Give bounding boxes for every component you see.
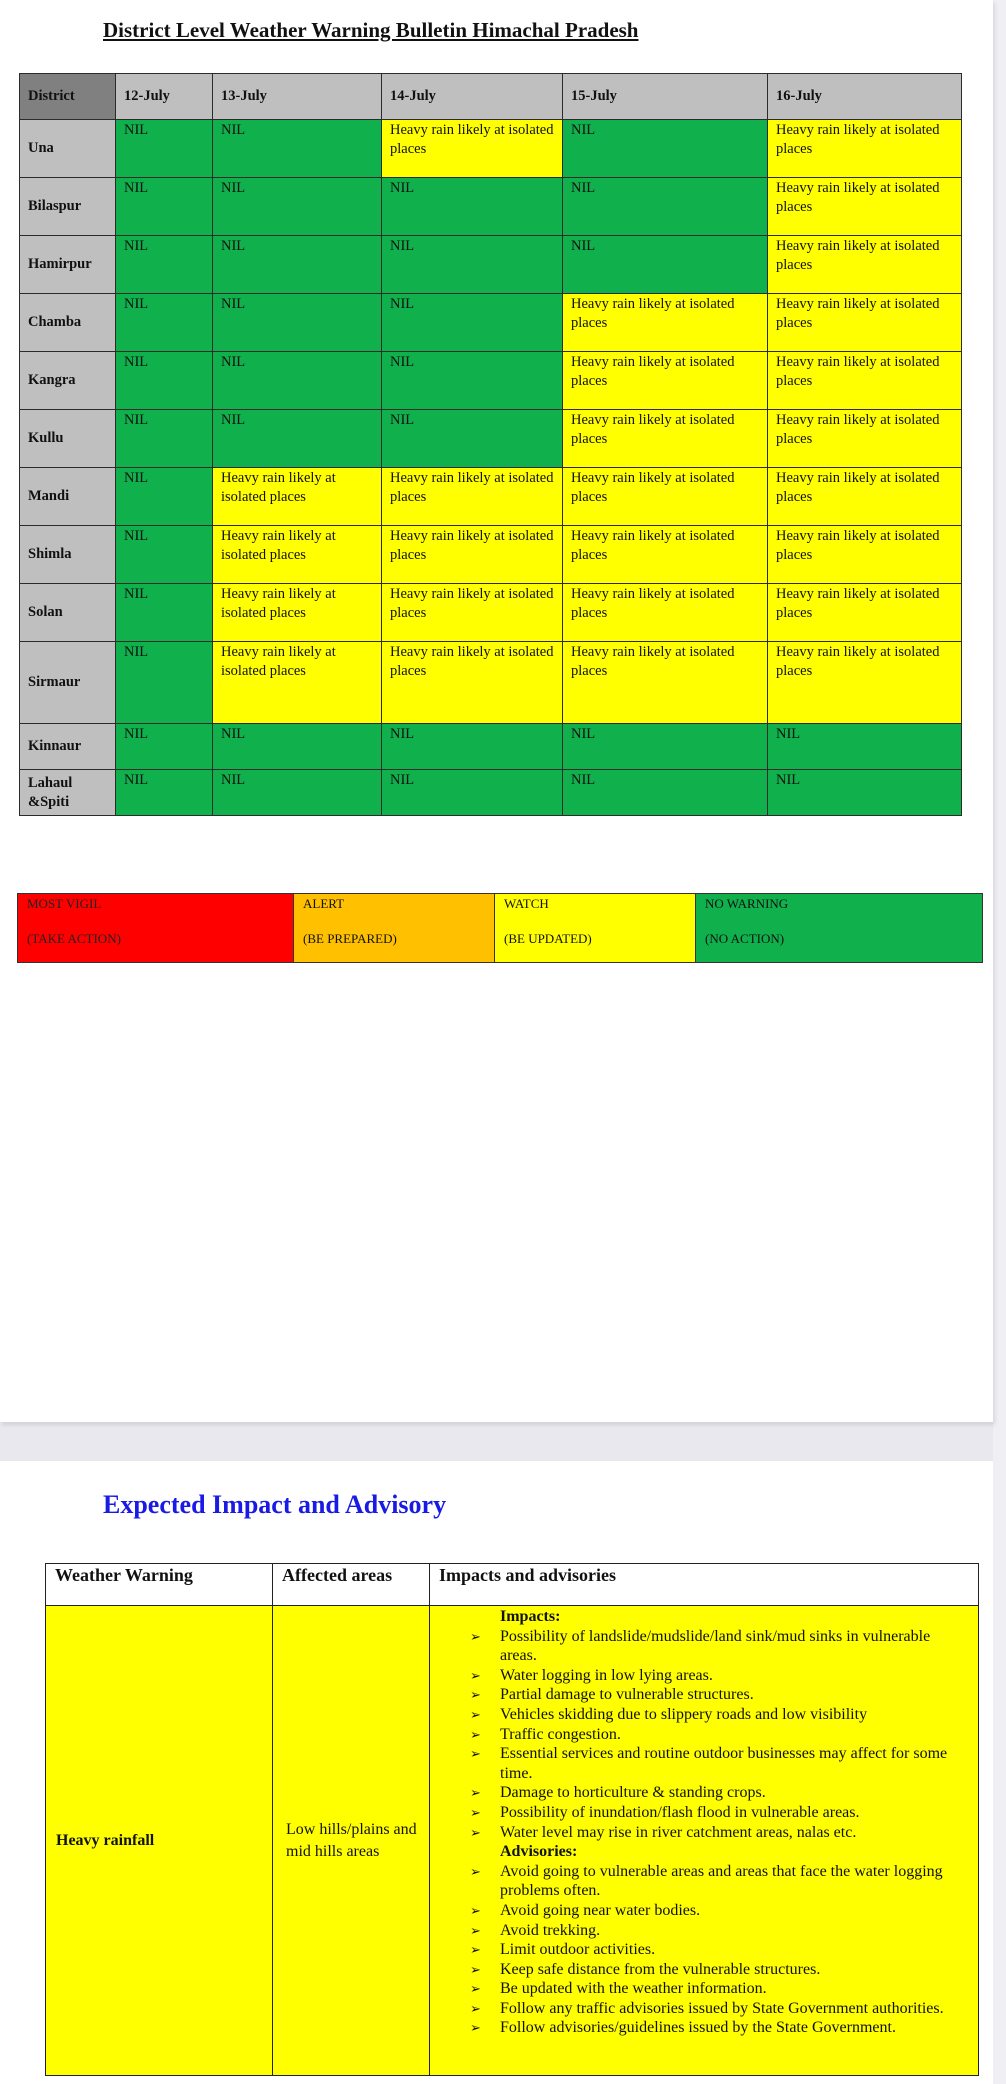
table-row: [20, 120, 962, 178]
list-item: [470, 1783, 970, 1803]
district-warning-table: [19, 73, 962, 816]
list-item-text: Water logging in low lying areas.: [500, 1666, 713, 1684]
warning-cell: NIL: [213, 236, 382, 294]
district-name: Kullu: [20, 410, 116, 468]
list-item-text: Partial damage to vulnerable structures.: [500, 1686, 754, 1704]
impacts-heading: Impacts:: [500, 1608, 561, 1625]
district-name: Sirmaur: [20, 642, 116, 724]
table-row: [20, 236, 962, 294]
arrow-bullet-icon: ➢: [470, 1628, 481, 1644]
scrollbar-track[interactable]: [993, 0, 1006, 2084]
legend-alert: [294, 894, 495, 962]
warning-cell: NIL: [563, 120, 768, 178]
advisories-heading: Advisories:: [500, 1843, 578, 1861]
warning-cell: Heavy rain likely at isolated places: [768, 642, 962, 724]
list-item: [470, 2018, 970, 2038]
heavy-rainfall-row: [46, 1606, 979, 2076]
table-row: [20, 642, 962, 724]
warning-cell: NIL: [213, 410, 382, 468]
warning-cell: Heavy rain likely at isolated places: [213, 584, 382, 642]
date-column-header: 16-July: [768, 74, 962, 120]
table-row: [20, 294, 962, 352]
arrow-bullet-icon: ➢: [470, 1961, 481, 1977]
warning-cell: NIL: [213, 352, 382, 410]
impacts-list: [470, 1627, 970, 1843]
table-header-row: [20, 74, 962, 120]
arrow-bullet-icon: ➢: [470, 1804, 481, 1820]
warning-cell: NIL: [382, 178, 563, 236]
list-item: [470, 1862, 970, 1901]
legend-watch: [495, 894, 696, 962]
district-name: Kangra: [20, 352, 116, 410]
warning-cell: NIL: [563, 178, 768, 236]
district-name: Shimla: [20, 526, 116, 584]
arrow-bullet-icon: ➢: [470, 2000, 481, 2016]
legend-action: (NO ACTION): [705, 931, 785, 946]
warning-cell: NIL: [213, 294, 382, 352]
warning-cell: NIL: [563, 724, 768, 770]
legend-label: WATCH: [504, 896, 549, 911]
list-item: [470, 1979, 970, 1999]
bulletin-title: District Level Weather Warning Bulletin Himachal Pradesh: [103, 18, 639, 42]
list-item-text: Possibility of inundation/flash flood in vulnerable areas.: [500, 1803, 860, 1821]
list-item-text: Traffic congestion.: [500, 1725, 621, 1743]
list-item-text: Vehicles skidding due to slippery roads and low visibility: [500, 1705, 868, 1723]
list-item: [470, 1823, 970, 1843]
table-row: [20, 468, 962, 526]
warning-cell: Heavy rain likely at isolated places: [768, 526, 962, 584]
impacts-advisories-cell: [430, 1606, 979, 2076]
warning-cell: NIL: [116, 178, 213, 236]
date-column-header: 14-July: [382, 74, 563, 120]
list-item-text: Avoid trekking.: [500, 1921, 601, 1939]
district-name: Lahaul &Spiti: [20, 770, 116, 816]
list-item: [470, 1627, 970, 1666]
arrow-bullet-icon: ➢: [470, 1981, 481, 1997]
warning-type-cell: Heavy rainfall: [46, 1606, 273, 2076]
warning-cell: NIL: [116, 642, 213, 724]
list-item: [470, 1666, 970, 1686]
warning-cell: Heavy rain likely at isolated places: [213, 468, 382, 526]
arrow-bullet-icon: ➢: [470, 1863, 481, 1879]
warning-cell: NIL: [116, 724, 213, 770]
warning-cell: Heavy rain likely at isolated places: [382, 526, 563, 584]
legend-action: (BE PREPARED): [303, 931, 397, 946]
warning-cell: NIL: [213, 724, 382, 770]
warning-cell: NIL: [382, 236, 563, 294]
arrow-bullet-icon: ➢: [470, 1687, 481, 1703]
warning-cell: Heavy rain likely at isolated places: [563, 410, 768, 468]
warning-cell: Heavy rain likely at isolated places: [213, 526, 382, 584]
advisory-title: Expected Impact and Advisory: [103, 1490, 447, 1519]
legend-most-vigil: [18, 894, 294, 962]
warning-cell: Heavy rain likely at isolated places: [768, 468, 962, 526]
list-item: [470, 1725, 970, 1745]
table-row: [20, 410, 962, 468]
warning-cell: Heavy rain likely at isolated places: [382, 468, 563, 526]
list-item: [470, 1705, 970, 1725]
arrow-bullet-icon: ➢: [470, 1785, 481, 1801]
list-item-text: Follow any traffic advisories issued by State Government authorities.: [500, 1999, 944, 2017]
district-name: Una: [20, 120, 116, 178]
arrow-bullet-icon: ➢: [470, 1942, 481, 1958]
impacts-header: Impacts and advisories: [430, 1564, 979, 1606]
warning-cell: NIL: [116, 236, 213, 294]
legend-action: (BE UPDATED): [504, 931, 592, 946]
district-name: Kinnaur: [20, 724, 116, 770]
arrow-bullet-icon: ➢: [470, 1726, 481, 1742]
table-row: [20, 526, 962, 584]
warning-cell: NIL: [116, 294, 213, 352]
table-row: [20, 178, 962, 236]
list-item: [470, 1940, 970, 1960]
warning-cell: Heavy rain likely at isolated places: [563, 642, 768, 724]
list-item: [470, 1999, 970, 2019]
warning-cell: NIL: [213, 178, 382, 236]
date-column-header: 13-July: [213, 74, 382, 120]
list-item-text: Be updated with the weather information.: [500, 1980, 767, 1998]
list-item-text: Keep safe distance from the vulnerable structures.: [500, 1960, 821, 1978]
list-item: [470, 1901, 970, 1921]
list-item-text: Limit outdoor activities.: [500, 1941, 656, 1959]
warning-cell: Heavy rain likely at isolated places: [768, 294, 962, 352]
list-item-text: Avoid going to vulnerable areas and areas that face the water logging problems often.: [500, 1862, 943, 1900]
warning-cell: NIL: [382, 724, 563, 770]
warning-cell: NIL: [116, 120, 213, 178]
table-row: [20, 352, 962, 410]
list-item: [470, 1744, 970, 1783]
list-item: [470, 1803, 970, 1823]
warning-cell: NIL: [563, 236, 768, 294]
arrow-bullet-icon: ➢: [470, 1746, 481, 1762]
list-item-text: Possibility of landslide/mudslide/land sink/mud sinks in vulnerable areas.: [500, 1627, 931, 1665]
warning-cell: NIL: [382, 410, 563, 468]
warning-cell: Heavy rain likely at isolated places: [768, 178, 962, 236]
affected-areas-header: Affected areas: [273, 1564, 430, 1606]
list-item: [470, 1685, 970, 1705]
legend-label: MOST VIGIL: [27, 896, 102, 911]
list-item-text: Essential services and routine outdoor businesses may affect for some time.: [500, 1745, 948, 1782]
advisory-header-row: [46, 1564, 979, 1606]
warning-cell: Heavy rain likely at isolated places: [768, 352, 962, 410]
warning-cell: NIL: [116, 526, 213, 584]
warning-cell: Heavy rain likely at isolated places: [563, 294, 768, 352]
table-row: [20, 724, 962, 770]
list-item: [470, 1960, 970, 1980]
advisories-list: [470, 1862, 970, 2038]
page-2: [0, 1461, 993, 2084]
date-column-header: 15-July: [563, 74, 768, 120]
warning-cell: Heavy rain likely at isolated places: [382, 584, 563, 642]
list-item-text: Avoid going near water bodies.: [500, 1901, 701, 1919]
warning-cell: NIL: [563, 770, 768, 816]
warning-cell: Heavy rain likely at isolated places: [768, 236, 962, 294]
district-name: Mandi: [20, 468, 116, 526]
warning-cell: NIL: [382, 352, 563, 410]
arrow-bullet-icon: ➢: [470, 1706, 481, 1722]
district-name: Bilaspur: [20, 178, 116, 236]
weather-warning-header: Weather Warning: [46, 1564, 273, 1606]
impact-advisory-table: [45, 1563, 979, 2076]
arrow-bullet-icon: ➢: [470, 1824, 481, 1840]
warning-cell: Heavy rain likely at isolated places: [382, 120, 563, 178]
legend-no-warning: [696, 894, 982, 962]
warning-cell: Heavy rain likely at isolated places: [213, 642, 382, 724]
warning-cell: Heavy rain likely at isolated places: [382, 642, 563, 724]
warning-cell: Heavy rain likely at isolated places: [563, 468, 768, 526]
warning-cell: Heavy rain likely at isolated places: [563, 526, 768, 584]
date-column-header: 12-July: [116, 74, 213, 120]
warning-cell: Heavy rain likely at isolated places: [563, 352, 768, 410]
warning-cell: NIL: [213, 120, 382, 178]
warning-cell: Heavy rain likely at isolated places: [768, 410, 962, 468]
warning-cell: NIL: [116, 770, 213, 816]
legend-label: ALERT: [303, 896, 345, 911]
table-row: [20, 770, 962, 816]
affected-areas-cell: Low hills/plains and mid hills areas: [273, 1606, 430, 2076]
warning-cell: Heavy rain likely at isolated places: [768, 120, 962, 178]
arrow-bullet-icon: ➢: [470, 2020, 481, 2036]
table-row: [20, 584, 962, 642]
warning-color-legend: [17, 893, 983, 963]
warning-cell: NIL: [213, 770, 382, 816]
warning-cell: Heavy rain likely at isolated places: [768, 584, 962, 642]
arrow-bullet-icon: ➢: [470, 1667, 481, 1683]
warning-cell: NIL: [382, 770, 563, 816]
district-column-header: District: [20, 74, 116, 120]
legend-label: NO WARNING: [705, 896, 789, 911]
warning-cell: Heavy rain likely at isolated places: [563, 584, 768, 642]
warning-cell: NIL: [768, 770, 962, 816]
district-name: Hamirpur: [20, 236, 116, 294]
district-name: Solan: [20, 584, 116, 642]
warning-cell: NIL: [116, 468, 213, 526]
warning-cell: NIL: [116, 352, 213, 410]
legend-action: (TAKE ACTION): [27, 931, 121, 946]
warning-cell: NIL: [116, 410, 213, 468]
list-item-text: Damage to horticulture & standing crops.: [500, 1784, 766, 1802]
warning-cell: NIL: [382, 294, 563, 352]
warning-cell: NIL: [768, 724, 962, 770]
district-name: Chamba: [20, 294, 116, 352]
list-item: [470, 1921, 970, 1941]
warning-cell: NIL: [116, 584, 213, 642]
arrow-bullet-icon: ➢: [470, 1902, 481, 1918]
list-item-text: Water level may rise in river catchment areas, nalas etc.: [500, 1823, 857, 1841]
list-item-text: Follow advisories/guidelines issued by the State Government.: [500, 2019, 896, 2037]
arrow-bullet-icon: ➢: [470, 1922, 481, 1938]
